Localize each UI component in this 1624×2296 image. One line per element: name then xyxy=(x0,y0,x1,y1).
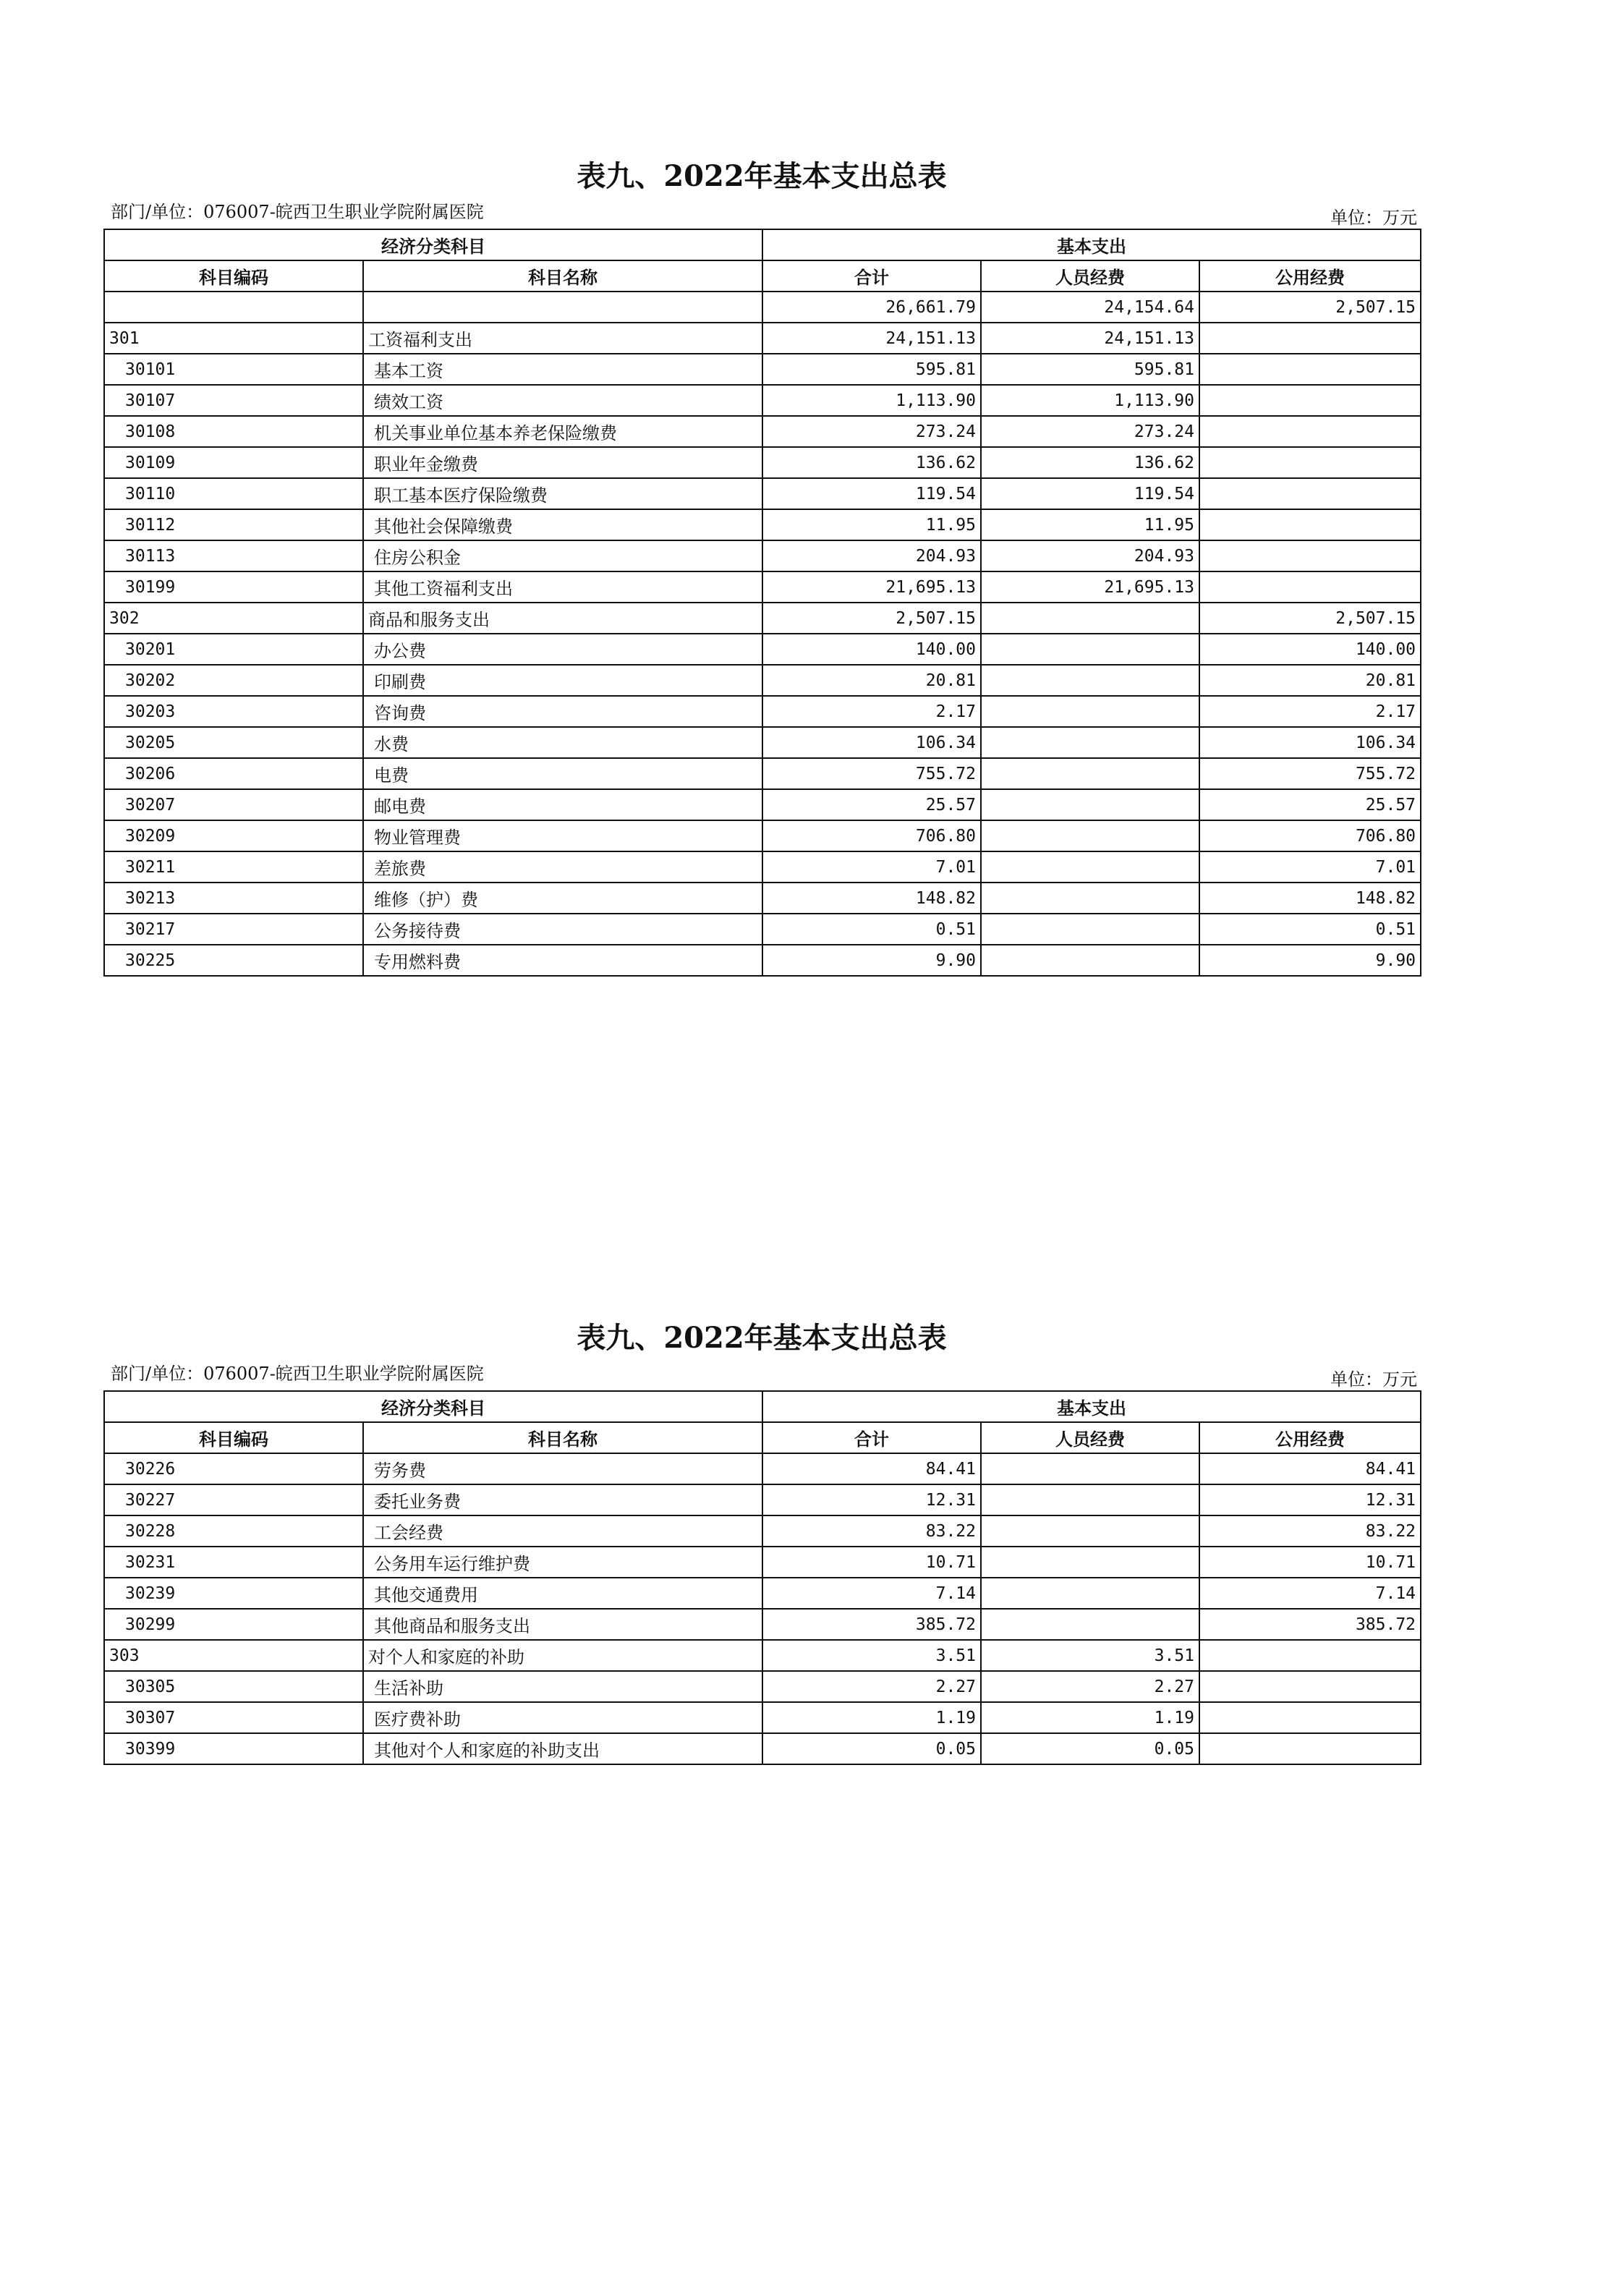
cell-code: 30226 xyxy=(104,1453,363,1484)
cell-public xyxy=(1199,540,1421,571)
cell-public: 12.31 xyxy=(1199,1484,1421,1515)
cell-code: 30227 xyxy=(104,1484,363,1515)
cell-public: 0.51 xyxy=(1199,914,1421,945)
table-row xyxy=(104,1515,1421,1547)
cell-public xyxy=(1199,354,1421,385)
cell-name: 差旅费 xyxy=(363,851,762,883)
cell-name: 工资福利支出 xyxy=(363,323,762,354)
table-row xyxy=(104,1484,1421,1515)
cell-total: 2,507.15 xyxy=(762,603,981,634)
cell-public: 385.72 xyxy=(1199,1609,1421,1640)
header-code: 科目编码 xyxy=(104,260,363,292)
cell-code: 30202 xyxy=(104,665,363,696)
cell-total: 2.27 xyxy=(762,1671,981,1702)
table-row xyxy=(104,292,1421,323)
cell-total: 20.81 xyxy=(762,665,981,696)
header-personnel: 人员经费 xyxy=(981,1422,1199,1453)
cell-total: 10.71 xyxy=(762,1547,981,1578)
cell-name: 绩效工资 xyxy=(363,385,762,416)
header-code: 科目编码 xyxy=(104,1422,363,1453)
cell-personnel xyxy=(981,665,1199,696)
cell-public: 20.81 xyxy=(1199,665,1421,696)
cell-code: 30209 xyxy=(104,820,363,851)
table-section-2 xyxy=(103,1321,1420,1827)
header-name: 科目名称 xyxy=(363,260,762,292)
cell-name: 机关事业单位基本养老保险缴费 xyxy=(363,416,762,447)
cell-total: 24,151.13 xyxy=(762,323,981,354)
cell-personnel xyxy=(981,758,1199,789)
cell-code: 302 xyxy=(104,603,363,634)
cell-public: 7.14 xyxy=(1199,1578,1421,1609)
cell-personnel: 136.62 xyxy=(981,447,1199,478)
cell-public xyxy=(1199,323,1421,354)
cell-total: 26,661.79 xyxy=(762,292,981,323)
cell-code: 30213 xyxy=(104,883,363,914)
cell-code: 30107 xyxy=(104,385,363,416)
cell-public xyxy=(1199,385,1421,416)
header-public: 公用经费 xyxy=(1199,260,1421,292)
cell-public xyxy=(1199,1671,1421,1702)
cell-public: 148.82 xyxy=(1199,883,1421,914)
table-row xyxy=(104,789,1421,820)
cell-personnel: 1,113.90 xyxy=(981,385,1199,416)
table-row xyxy=(104,945,1421,976)
cell-public: 25.57 xyxy=(1199,789,1421,820)
cell-public: 83.22 xyxy=(1199,1515,1421,1547)
cell-personnel xyxy=(981,883,1199,914)
table-row xyxy=(104,696,1421,727)
cell-name xyxy=(363,292,762,323)
cell-total: 7.14 xyxy=(762,1578,981,1609)
table-section-1 xyxy=(103,159,1420,1027)
cell-code: 30113 xyxy=(104,540,363,571)
cell-personnel xyxy=(981,1515,1199,1547)
cell-public xyxy=(1199,416,1421,447)
cell-name: 印刷费 xyxy=(363,665,762,696)
header-basic-expenditure: 基本支出 xyxy=(762,229,1421,260)
cell-personnel: 1.19 xyxy=(981,1702,1199,1733)
cell-name: 劳务费 xyxy=(363,1453,762,1484)
table-body xyxy=(104,292,1421,976)
cell-code: 30206 xyxy=(104,758,363,789)
cell-name: 咨询费 xyxy=(363,696,762,727)
cell-name: 委托业务费 xyxy=(363,1484,762,1515)
cell-code: 30108 xyxy=(104,416,363,447)
cell-public: 10.71 xyxy=(1199,1547,1421,1578)
cell-code: 301 xyxy=(104,323,363,354)
table-row xyxy=(104,509,1421,540)
cell-total: 7.01 xyxy=(762,851,981,883)
cell-public xyxy=(1199,571,1421,603)
department-label: 部门/单位：076007-皖西卫生职业学院附属医院 xyxy=(111,1364,484,1384)
cell-public xyxy=(1199,1733,1421,1764)
cell-code: 30112 xyxy=(104,509,363,540)
table-row xyxy=(104,447,1421,478)
cell-total: 273.24 xyxy=(762,416,981,447)
cell-total: 0.51 xyxy=(762,914,981,945)
cell-public: 2,507.15 xyxy=(1199,292,1421,323)
cell-total: 25.57 xyxy=(762,789,981,820)
cell-code: 30239 xyxy=(104,1578,363,1609)
table-row xyxy=(104,727,1421,758)
unit-label: 单位：万元 xyxy=(1330,208,1417,228)
cell-personnel xyxy=(981,727,1199,758)
cell-total: 9.90 xyxy=(762,945,981,976)
cell-total: 3.51 xyxy=(762,1640,981,1671)
cell-personnel: 119.54 xyxy=(981,478,1199,509)
header-total: 合计 xyxy=(762,1422,981,1453)
cell-personnel xyxy=(981,1578,1199,1609)
cell-public: 755.72 xyxy=(1199,758,1421,789)
cell-name: 邮电费 xyxy=(363,789,762,820)
cell-personnel xyxy=(981,1547,1199,1578)
cell-personnel xyxy=(981,603,1199,634)
cell-total: 11.95 xyxy=(762,509,981,540)
cell-personnel: 21,695.13 xyxy=(981,571,1199,603)
table-row xyxy=(104,603,1421,634)
cell-total: 136.62 xyxy=(762,447,981,478)
header-personnel: 人员经费 xyxy=(981,260,1199,292)
cell-public: 2.17 xyxy=(1199,696,1421,727)
cell-public xyxy=(1199,509,1421,540)
cell-code: 30201 xyxy=(104,634,363,665)
table-row xyxy=(104,914,1421,945)
cell-code: 30211 xyxy=(104,851,363,883)
cell-total: 204.93 xyxy=(762,540,981,571)
cell-code: 30228 xyxy=(104,1515,363,1547)
cell-personnel xyxy=(981,1609,1199,1640)
cell-name: 专用燃料费 xyxy=(363,945,762,976)
cell-total: 119.54 xyxy=(762,478,981,509)
table-row xyxy=(104,478,1421,509)
cell-name: 公务接待费 xyxy=(363,914,762,945)
cell-name: 生活补助 xyxy=(363,1671,762,1702)
cell-name: 电费 xyxy=(363,758,762,789)
cell-total: 84.41 xyxy=(762,1453,981,1484)
cell-name: 其他对个人和家庭的补助支出 xyxy=(363,1733,762,1764)
cell-public xyxy=(1199,1640,1421,1671)
header-economic-category: 经济分类科目 xyxy=(104,1391,762,1422)
cell-public: 84.41 xyxy=(1199,1453,1421,1484)
cell-total: 83.22 xyxy=(762,1515,981,1547)
cell-code: 30299 xyxy=(104,1609,363,1640)
cell-personnel: 273.24 xyxy=(981,416,1199,447)
cell-name: 其他商品和服务支出 xyxy=(363,1609,762,1640)
page-title: 表九、2022年基本支出总表 xyxy=(577,1321,947,1355)
expenditure-table xyxy=(103,1390,1421,1765)
cell-name: 住房公积金 xyxy=(363,540,762,571)
cell-personnel xyxy=(981,914,1199,945)
cell-personnel: 0.05 xyxy=(981,1733,1199,1764)
table-row xyxy=(104,416,1421,447)
cell-personnel xyxy=(981,1484,1199,1515)
table-row xyxy=(104,571,1421,603)
cell-total: 1,113.90 xyxy=(762,385,981,416)
cell-personnel: 24,151.13 xyxy=(981,323,1199,354)
page-title: 表九、2022年基本支出总表 xyxy=(577,159,947,193)
cell-code: 30205 xyxy=(104,727,363,758)
table-row xyxy=(104,1640,1421,1671)
cell-total: 755.72 xyxy=(762,758,981,789)
cell-personnel: 2.27 xyxy=(981,1671,1199,1702)
table-row xyxy=(104,1733,1421,1764)
header-name: 科目名称 xyxy=(363,1422,762,1453)
cell-name: 医疗费补助 xyxy=(363,1702,762,1733)
unit-label: 单位：万元 xyxy=(1330,1369,1417,1390)
cell-name: 职工基本医疗保险缴费 xyxy=(363,478,762,509)
cell-code: 30199 xyxy=(104,571,363,603)
cell-public: 9.90 xyxy=(1199,945,1421,976)
cell-personnel: 24,154.64 xyxy=(981,292,1199,323)
cell-total: 706.80 xyxy=(762,820,981,851)
cell-name: 维修（护）费 xyxy=(363,883,762,914)
cell-code: 30203 xyxy=(104,696,363,727)
cell-code: 30225 xyxy=(104,945,363,976)
cell-name: 工会经费 xyxy=(363,1515,762,1547)
cell-code: 30231 xyxy=(104,1547,363,1578)
cell-code: 30305 xyxy=(104,1671,363,1702)
department-label: 部门/单位：076007-皖西卫生职业学院附属医院 xyxy=(111,202,484,222)
table-row xyxy=(104,758,1421,789)
cell-total: 385.72 xyxy=(762,1609,981,1640)
table-row xyxy=(104,634,1421,665)
table-row xyxy=(104,385,1421,416)
table-row xyxy=(104,1609,1421,1640)
table-row xyxy=(104,540,1421,571)
header-total: 合计 xyxy=(762,260,981,292)
cell-personnel: 204.93 xyxy=(981,540,1199,571)
table-row xyxy=(104,354,1421,385)
table-row xyxy=(104,851,1421,883)
cell-total: 1.19 xyxy=(762,1702,981,1733)
cell-name: 职业年金缴费 xyxy=(363,447,762,478)
cell-personnel xyxy=(981,1453,1199,1484)
table-row xyxy=(104,1671,1421,1702)
cell-personnel xyxy=(981,789,1199,820)
header-public: 公用经费 xyxy=(1199,1422,1421,1453)
cell-total: 148.82 xyxy=(762,883,981,914)
cell-personnel: 11.95 xyxy=(981,509,1199,540)
cell-name: 公务用车运行维护费 xyxy=(363,1547,762,1578)
cell-name: 水费 xyxy=(363,727,762,758)
table-row xyxy=(104,1578,1421,1609)
table-row xyxy=(104,820,1421,851)
cell-name: 其他社会保障缴费 xyxy=(363,509,762,540)
cell-code: 30207 xyxy=(104,789,363,820)
cell-code: 30307 xyxy=(104,1702,363,1733)
cell-public xyxy=(1199,478,1421,509)
cell-total: 12.31 xyxy=(762,1484,981,1515)
table-row xyxy=(104,665,1421,696)
cell-code: 30110 xyxy=(104,478,363,509)
table-row xyxy=(104,1453,1421,1484)
cell-personnel xyxy=(981,945,1199,976)
cell-public: 706.80 xyxy=(1199,820,1421,851)
cell-name: 基本工资 xyxy=(363,354,762,385)
cell-name: 办公费 xyxy=(363,634,762,665)
cell-public: 7.01 xyxy=(1199,851,1421,883)
table-row xyxy=(104,323,1421,354)
cell-public: 106.34 xyxy=(1199,727,1421,758)
cell-code: 30101 xyxy=(104,354,363,385)
cell-personnel: 3.51 xyxy=(981,1640,1199,1671)
cell-personnel xyxy=(981,851,1199,883)
cell-personnel xyxy=(981,696,1199,727)
cell-total: 595.81 xyxy=(762,354,981,385)
cell-total: 140.00 xyxy=(762,634,981,665)
cell-name: 其他交通费用 xyxy=(363,1578,762,1609)
cell-name: 对个人和家庭的补助 xyxy=(363,1640,762,1671)
header-basic-expenditure: 基本支出 xyxy=(762,1391,1421,1422)
table-body xyxy=(104,1453,1421,1764)
cell-public xyxy=(1199,447,1421,478)
cell-total: 106.34 xyxy=(762,727,981,758)
cell-code xyxy=(104,292,363,323)
cell-public xyxy=(1199,1702,1421,1733)
cell-total: 2.17 xyxy=(762,696,981,727)
cell-personnel xyxy=(981,634,1199,665)
cell-public: 2,507.15 xyxy=(1199,603,1421,634)
cell-personnel xyxy=(981,820,1199,851)
cell-code: 303 xyxy=(104,1640,363,1671)
cell-name: 商品和服务支出 xyxy=(363,603,762,634)
table-row xyxy=(104,1702,1421,1733)
cell-total: 0.05 xyxy=(762,1733,981,1764)
cell-total: 21,695.13 xyxy=(762,571,981,603)
cell-code: 30217 xyxy=(104,914,363,945)
cell-code: 30399 xyxy=(104,1733,363,1764)
cell-personnel: 595.81 xyxy=(981,354,1199,385)
header-economic-category: 经济分类科目 xyxy=(104,229,762,260)
cell-name: 物业管理费 xyxy=(363,820,762,851)
table-row xyxy=(104,1547,1421,1578)
cell-public: 140.00 xyxy=(1199,634,1421,665)
expenditure-table xyxy=(103,229,1421,977)
cell-name: 其他工资福利支出 xyxy=(363,571,762,603)
table-row xyxy=(104,883,1421,914)
cell-code: 30109 xyxy=(104,447,363,478)
